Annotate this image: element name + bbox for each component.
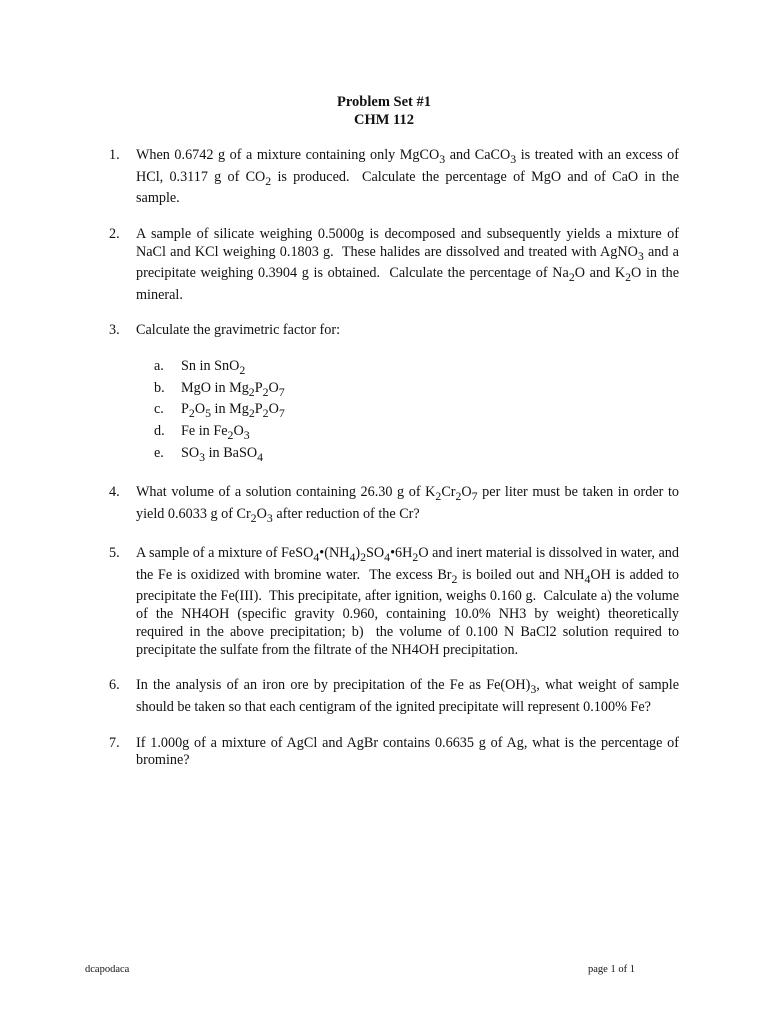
list-item (154, 358, 679, 380)
item-text: Sn in SnO$_2$ (181, 358, 246, 377)
problem-text: In the analysis of an iron ore by precipitation of the Fe as $Fe(OH)_3$, what weight of sample should be taken so that each centigram of the ignited precipitate will represent 0.100% Fe? (136, 677, 679, 715)
item-label: a. (154, 358, 164, 375)
problem-4 (109, 484, 679, 527)
list-item (154, 423, 679, 445)
item-text: Fe in $Fe_2O_3$ (181, 422, 250, 442)
footer-page-number: page 1 of 1 (588, 964, 635, 975)
item-text: $SO_3$ in BaSO$_4$ (181, 444, 264, 464)
page-title: Problem Set #1 (337, 94, 431, 110)
problem-2 (109, 226, 679, 305)
problem-text: A sample of a mixture of $FeSO_4•(NH_4)_2SO_4•6H_2O$ and inert material is dissolved in water, and the Fe is oxidized with bromine water. The excess $Br_2$ is boiled out and $NH_4OH$ is added to precipitate the Fe(III). This precipitate, after ignition, weighs 0.160 g. Calculate a) the volume of the NH4OH (specific gravity 0.960, containing 10.0% NH3 by weight) theoretically required in the above precipitation; b) the volume of 0.100 N BaCl2 solution required to precipitate the sulfate from the filtrate of the NH4OH precipitation. (136, 545, 679, 658)
problem-5 (109, 545, 679, 659)
gravimetric-list (136, 358, 679, 466)
problem-text: What volume of a solution containing 26.30 g of $K_2Cr_2O_7$ per liter must be taken in order to yield 0.6033 g of $Cr_2O_3$ after reduction of the Cr? (136, 484, 679, 525)
list-item (154, 401, 679, 423)
problem-3 (109, 322, 679, 466)
problem-7 (109, 735, 679, 771)
course-code: CHM 112 (353, 112, 414, 128)
problem-number: 1. (109, 147, 120, 163)
item-label: d. (154, 422, 165, 439)
problem-number: 2. (109, 225, 120, 242)
problem-text: A sample of silicate weighing 0.5000g is decomposed and subsequently yields a mixture of NaCl and KCl weighing 0.1803 g. These halides are dissolved and treated with AgNO$_3$ and a precipitate weighing 0.3904 g is obtained. Calculate the percentage of $Na_2O$ and $K_2O$ in the mineral. (136, 225, 679, 303)
problem-text: If 1.000g of a mixture of AgCl and AgBr contains 0.6635 g of Ag, what is the percentage of bromine? (136, 734, 679, 769)
item-text: MgO in $Mg_2P_2O_7$ (181, 379, 285, 399)
problem-list (109, 147, 679, 788)
item-label: e. (154, 444, 164, 461)
problem-number: 5. (109, 545, 120, 562)
item-text: $P_2O_5$ in $Mg_2P_2O_7$ (181, 401, 285, 421)
list-item (154, 380, 679, 402)
problem-number: 7. (109, 734, 120, 751)
list-item (154, 445, 679, 467)
problem-text: When 0.6742 g of a mixture containing only MgCO$_3$ and CaCO$_3$ is treated with an excess of HCl, 0.3117 g of $CO_2$ is produced. Calculate the percentage of MgO and of CaO in the sample. (136, 147, 679, 207)
item-label: b. (154, 379, 165, 396)
problem-number: 6. (109, 677, 120, 694)
problem-1 (109, 147, 679, 208)
problem-6 (109, 677, 679, 716)
item-label: c. (154, 401, 164, 418)
problem-number: 4. (109, 484, 120, 500)
footer-author: dcapodaca (85, 964, 130, 975)
problem-text: Calculate the gravimetric factor for: (136, 322, 341, 339)
problem-number: 3. (109, 322, 120, 339)
